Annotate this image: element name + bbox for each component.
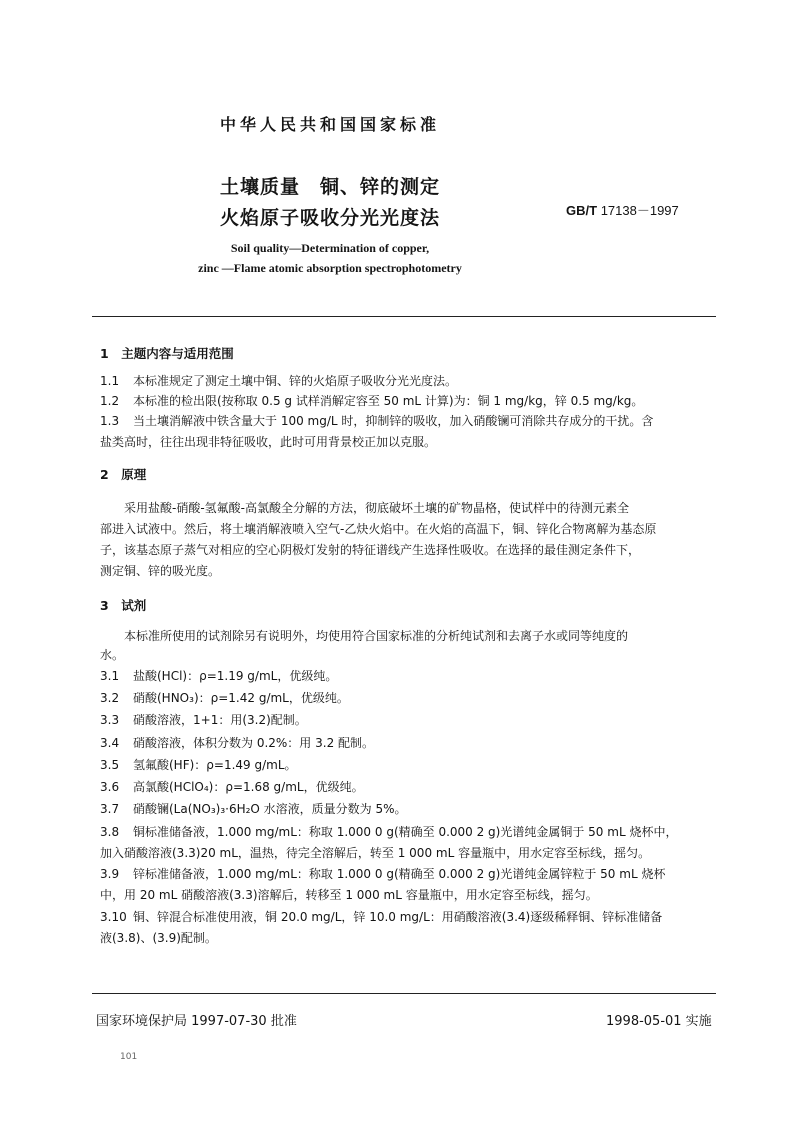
- clause-3-4: [100, 735, 716, 751]
- clause-3-8-continuation: 加入硝酸溶液(3.3)20 mL，温热，待完全溶解后，转至 1 000 mL 容量瓶中，用水定容至标线，摇匀。: [100, 846, 651, 860]
- header-organization: 中华人民共和国国家标准: [219, 115, 440, 134]
- clause-number: 3.5: [100, 758, 120, 772]
- clause-text: 硝酸溶液，体积分数为 0.2%：用 3.2 配制。: [133, 736, 375, 750]
- english-title-line-2: zinc —Flame atomic absorption spectrophotometry: [198, 261, 462, 275]
- principle-line-4: 测定铜、锌的吸光度。: [100, 564, 221, 578]
- clause-number: 1.1: [100, 374, 120, 388]
- clause-number: 3.4: [100, 736, 120, 750]
- clause-number: 3.7: [100, 802, 120, 816]
- header-divider: [92, 316, 716, 317]
- standard-number: [566, 200, 679, 219]
- clause-3-9: [100, 866, 716, 882]
- approval-date: 国家环境保护局 1997-07-30 批准: [96, 1014, 297, 1029]
- section-1-title: 1 主题内容与适用范围: [100, 346, 234, 361]
- clause-3-1: [100, 668, 716, 684]
- clause-text: 氢氟酸(HF)：ρ=1.49 g/mL。: [133, 758, 297, 772]
- section-2-title: 2 原理: [100, 467, 147, 482]
- clause-text: 本标准的检出限(按称取 0.5 g 试样消解定容至 50 mL 计算)为：铜 1 mg/kg，锌 0.5 mg/kg。: [133, 394, 644, 408]
- clause-1-3-continuation: 盐类高时，往往出现非特征吸收，此时可用背景校正加以克服。: [100, 435, 437, 449]
- principle-line-2: 部进入试液中。然后，将土壤消解液喷入空气-乙炔火焰中。在火焰的高温下，铜、锌化合物离解为基态原: [100, 522, 657, 536]
- clause-text: 铜、锌混合标准使用液，铜 20.0 mg/L，锌 10.0 mg/L：用硝酸溶液(3.4)逐级稀释铜、锌标准储备: [133, 910, 663, 924]
- clause-number: 1.2: [100, 394, 120, 408]
- standard-prefix: GB/T: [566, 203, 598, 218]
- title-line-1: 土壤质量 铜、锌的测定: [219, 176, 440, 198]
- clause-text: 硝酸(HNO₃)：ρ=1.42 g/mL，优级纯。: [133, 691, 349, 705]
- clause-number: 1.3: [100, 414, 120, 428]
- clause-3-2: [100, 690, 716, 706]
- clause-3-8: [100, 824, 716, 840]
- title-line-2: 火焰原子吸收分光光度法: [219, 207, 440, 229]
- principle-line-1: 采用盐酸-硝酸-氢氟酸-高氯酸全分解的方法，彻底破坏土壤的矿物晶格，使试样中的待测元素全: [124, 501, 629, 515]
- clause-3-6: [100, 779, 716, 795]
- english-title-line-1: Soil quality—Determination of copper,: [230, 241, 430, 255]
- effective-date: 1998-05-01 实施: [606, 1014, 712, 1029]
- clause-3-5: [100, 757, 716, 773]
- clause-number: 3.6: [100, 780, 120, 794]
- clause-text: 高氯酸(HClO₄)：ρ=1.68 g/mL，优级纯。: [133, 780, 364, 794]
- clause-3-10-continuation: 液(3.8)、(3.9)配制。: [100, 931, 217, 945]
- clause-text: 硝酸镧(La(NO₃)₃·6H₂O 水溶液，质量分数为 5%。: [133, 802, 407, 816]
- clause-3-9-continuation: 中，用 20 mL 硝酸溶液(3.3)溶解后，转移至 1 000 mL 容量瓶中，用水定容至标线，摇匀。: [100, 888, 598, 902]
- clause-number: 3.10: [100, 910, 127, 924]
- clause-number: 3.2: [100, 691, 120, 705]
- clause-text: 本标准规定了测定土壤中铜、锌的火焰原子吸收分光光度法。: [133, 374, 458, 388]
- clause-text: 硝酸溶液，1+1：用(3.2)配制。: [133, 713, 307, 727]
- principle-line-3: 子，该基态原子蒸气对相应的空心阴极灯发射的特征谱线产生选择性吸收。在选择的最佳测定条件下，: [100, 543, 641, 557]
- clause-text: 盐酸(HCl)：ρ=1.19 g/mL，优级纯。: [133, 669, 338, 683]
- clause-3-10: [100, 909, 716, 925]
- footer-divider: [92, 993, 716, 994]
- clause-number: 3.9: [100, 867, 120, 881]
- clause-1-1: [100, 373, 716, 389]
- clause-number: 3.1: [100, 669, 120, 683]
- clause-number: 3.3: [100, 713, 120, 727]
- clause-text: 铜标准储备液，1.000 mg/mL：称取 1.000 0 g(精确至 0.000 2 g)光谱纯金属铜于 50 mL 烧杯中，: [133, 825, 678, 839]
- clause-1-2: [100, 393, 716, 409]
- clause-text: 锌标准储备液，1.000 mg/mL：称取 1.000 0 g(精确至 0.000 2 g)光谱纯金属锌粒于 50 mL 烧杯: [133, 867, 666, 881]
- clause-3-7: [100, 801, 716, 817]
- clause-3-3: [100, 712, 716, 728]
- clause-1-3: [100, 413, 716, 429]
- clause-number: 3.8: [100, 825, 120, 839]
- section-3-title: 3 试剂: [100, 598, 147, 613]
- page-number: 101: [120, 1052, 138, 1062]
- standard-code: 17138－1997: [600, 203, 679, 218]
- reagents-intro-line-1: 本标准所使用的试剂除另有说明外，均使用符合国家标准的分析纯试剂和去离子水或同等纯度的: [124, 629, 629, 643]
- clause-text: 当土壤消解液中铁含量大于 100 mg/L 时，抑制锌的吸收，加入硝酸镧可消除共存成分的干扰。含: [133, 414, 654, 428]
- reagents-intro-line-2: 水。: [100, 648, 125, 662]
